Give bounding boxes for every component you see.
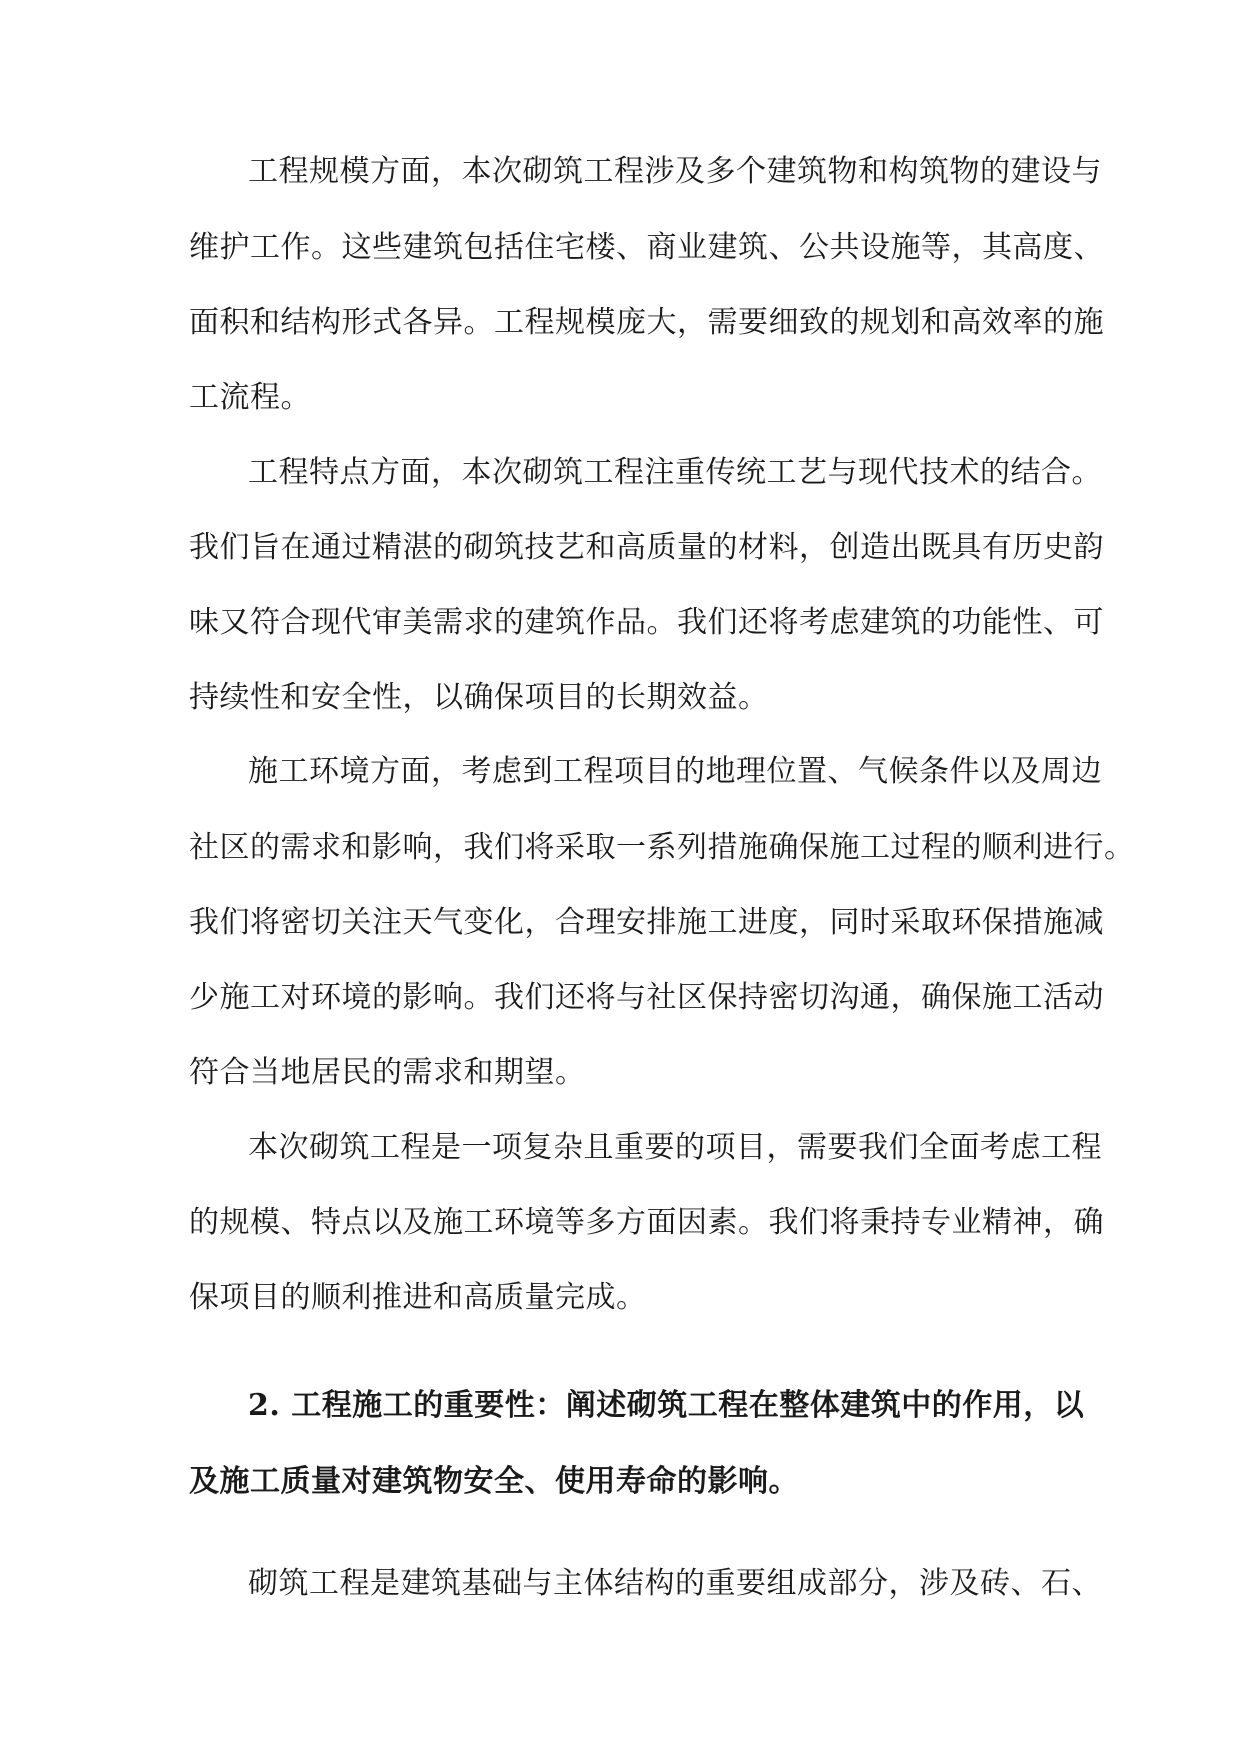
paragraph-line: 我们旨在通过精湛的砌筑技艺和高质量的材料，创造出既具有历史韵 bbox=[189, 530, 1104, 565]
paragraph-line: 工程特点方面，本次砌筑工程注重传统工艺与现代技术的结合。 bbox=[248, 455, 1102, 490]
paragraph-line: 维护工作。这些建筑包括住宅楼、商业建筑、公共设施等，其高度、 bbox=[189, 230, 1104, 265]
paragraph-line: 符合当地居民的需求和期望。 bbox=[189, 1055, 586, 1090]
paragraph-line: 工流程。 bbox=[189, 380, 311, 415]
section-heading: 及施工质量对建筑物安全、使用寿命的影响。 bbox=[189, 1464, 799, 1499]
paragraph-line: 本次砌筑工程是一项复杂且重要的项目，需要我们全面考虑工程 bbox=[248, 1130, 1102, 1165]
paragraph-line: 我们将密切关注天气变化，合理安排施工进度，同时采取环保措施减 bbox=[189, 905, 1104, 940]
paragraph-line: 社区的需求和影响，我们将采取一系列措施确保施工过程的顺利进行。 bbox=[189, 830, 1135, 865]
paragraph-line: 工程规模方面，本次砌筑工程涉及多个建筑物和构筑物的建设与 bbox=[248, 154, 1102, 189]
paragraph-line: 少施工对环境的影响。我们还将与社区保持密切沟通，确保施工活动 bbox=[189, 980, 1104, 1015]
paragraph-line: 施工环境方面，考虑到工程项目的地理位置、气候条件以及周边 bbox=[248, 754, 1102, 789]
paragraph-line: 保项目的顺利推进和高质量完成。 bbox=[189, 1280, 647, 1315]
paragraph-line: 味又符合现代审美需求的建筑作品。我们还将考虑建筑的功能性、可 bbox=[189, 605, 1104, 640]
paragraph-line: 的规模、特点以及施工环境等多方面因素。我们将秉持专业精神，确 bbox=[189, 1205, 1104, 1240]
paragraph-line: 面积和结构形式各异。工程规模庞大，需要细致的规划和高效率的施 bbox=[189, 305, 1104, 340]
paragraph-line: 持续性和安全性，以确保项目的长期效益。 bbox=[189, 680, 769, 715]
paragraph-line: 砌筑工程是建筑基础与主体结构的重要组成部分，涉及砖、石、 bbox=[248, 1566, 1102, 1601]
section-heading: 2. 工程施工的重要性：阐述砌筑工程在整体建筑中的作用，以 bbox=[248, 1388, 1085, 1423]
